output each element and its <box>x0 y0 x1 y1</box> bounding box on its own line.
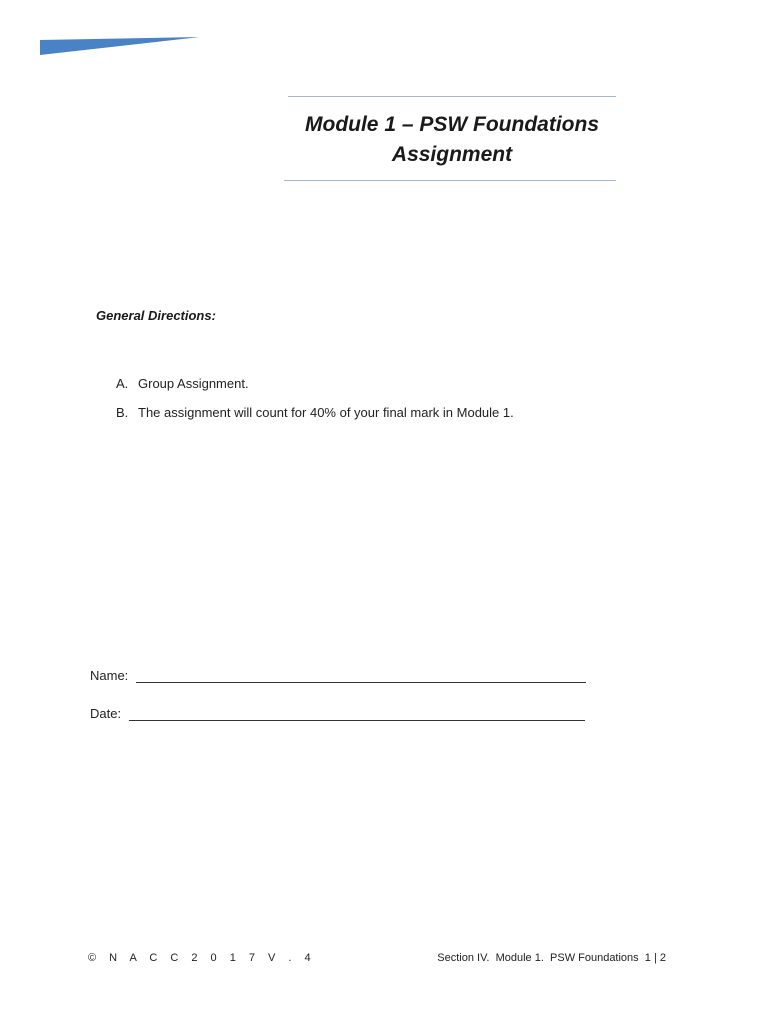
list-item <box>116 403 514 422</box>
date-label: Date: <box>90 706 122 721</box>
footer-copyright: © N A C C 2 0 1 7 V . 4 <box>88 952 316 964</box>
name-field <box>90 668 586 683</box>
list-item-text: The assignment will count for 40% of your final mark in Module 1. <box>138 405 514 420</box>
date-blank-line[interactable] <box>129 706 585 721</box>
list-item-text: Group Assignment. <box>138 376 249 391</box>
header-banner-graphic <box>40 37 200 55</box>
title-line-1: Module 1 – PSW Foundations <box>305 113 599 136</box>
general-directions-heading: General Directions: <box>96 308 216 323</box>
date-field <box>90 706 585 721</box>
list-item <box>116 374 514 393</box>
list-marker: B. <box>116 405 129 420</box>
list-marker: A. <box>116 376 129 391</box>
footer-section-page: Section IV. Module 1. PSW Foundations 1 | 2 <box>437 952 666 964</box>
directions-list <box>116 374 514 432</box>
name-label: Name: <box>90 668 129 683</box>
title-bottom-rule <box>284 180 616 181</box>
title-line-2: Assignment <box>391 143 513 166</box>
name-blank-line[interactable] <box>136 668 586 683</box>
page-title <box>288 110 616 170</box>
title-top-rule <box>288 96 616 97</box>
